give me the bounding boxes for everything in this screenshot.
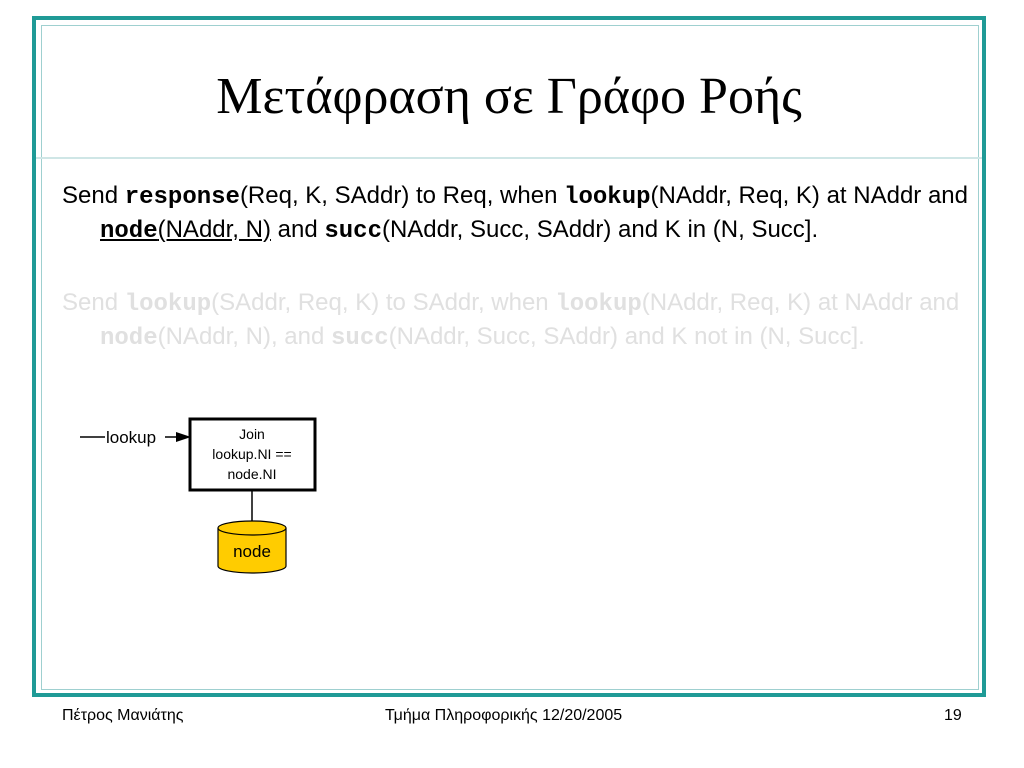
- function-response: response: [124, 184, 240, 211]
- function-lookup: lookup: [564, 184, 651, 211]
- footer-department-date: Τμήμα Πληροφορικής 12/20/2005: [385, 707, 623, 724]
- input-label-lookup: lookup: [106, 428, 157, 447]
- rule-text: Send: [62, 182, 125, 209]
- rule-text: (NAddr, N), and: [157, 322, 332, 350]
- join-condition: lookup.NI ==: [212, 446, 292, 462]
- rule-text: (NAddr, Succ, SAddr) and K not in (N, Succ].: [388, 322, 865, 350]
- rule-text: (Req, K, SAddr) to Req, when: [239, 182, 565, 209]
- rule-text: (NAddr, Req, K) at NAddr and: [641, 289, 960, 316]
- rule-text: and: [270, 215, 325, 243]
- function-succ: succ: [324, 217, 382, 245]
- rule-text: Send: [62, 289, 125, 316]
- function-lookup: lookup: [124, 291, 212, 318]
- rule-text: (SAddr, Req, K) to SAddr, when: [211, 289, 556, 316]
- rule-text: (NAddr, Succ, SAddr) and K in (N, Succ].: [381, 215, 819, 243]
- join-label: Join: [239, 426, 265, 442]
- footer-page-number: 19: [944, 707, 962, 724]
- rule-text: (NAddr, Req, K) at NAddr and: [650, 182, 968, 209]
- function-succ: succ: [331, 324, 389, 352]
- table-label-node: node: [233, 542, 271, 561]
- function-lookup: lookup: [555, 291, 642, 318]
- database-cylinder-top: [218, 521, 286, 535]
- footer-author: Πέτρος Μανιάτης: [62, 707, 184, 724]
- function-node: node: [100, 324, 158, 352]
- slide-title: Μετάφραση σε Γράφο Ροής: [216, 68, 802, 125]
- rule-text: (NAddr, N): [157, 215, 271, 243]
- function-node: node: [100, 217, 158, 245]
- join-condition: node.NI: [227, 466, 277, 482]
